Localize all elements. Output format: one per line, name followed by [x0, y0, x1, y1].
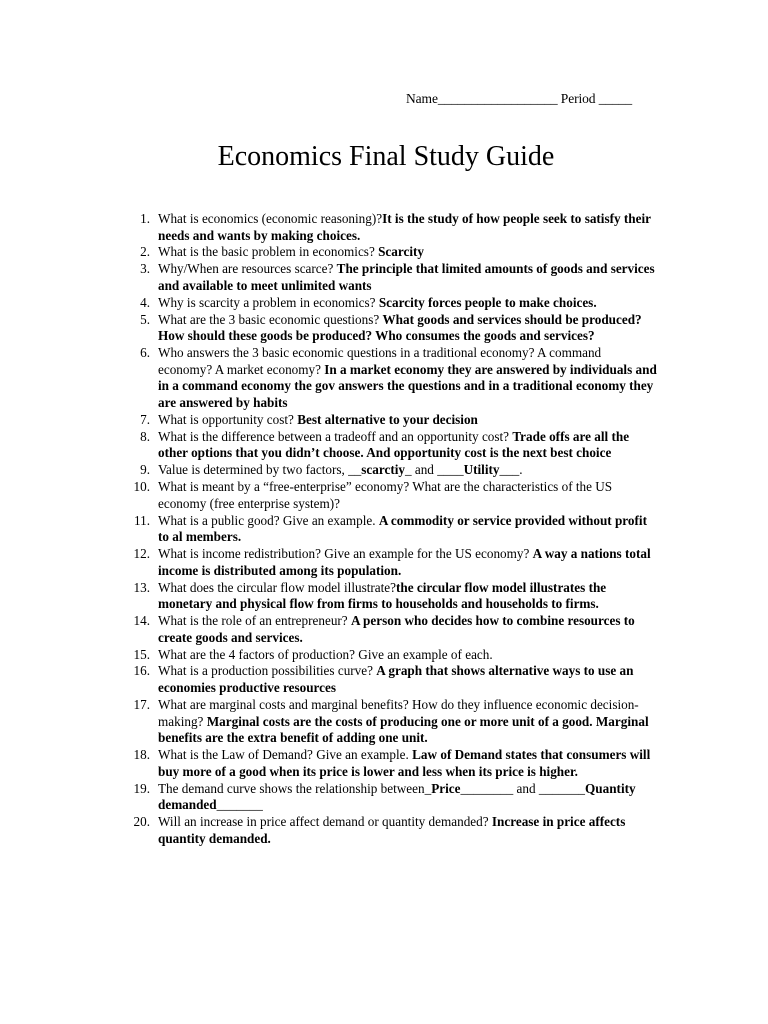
- question-item: [0, 647, 658, 664]
- answer-text: the circular flow model illustrates the monetary and physical flow from firms to households and households to firms.: [158, 579, 607, 612]
- answer-text: Scarcity forces people to make choices.: [378, 294, 597, 310]
- question-item: [0, 261, 658, 294]
- question-text: ________ and _______: [460, 780, 586, 796]
- question-item: [0, 244, 658, 261]
- question-number: 20.: [133, 814, 150, 830]
- question-item: [0, 747, 658, 780]
- answer-text: Marginal costs are the costs of producing one or more unit of a good. Marginal benefits are the extra benefit of adding one unit.: [158, 713, 649, 746]
- question-text: What is opportunity cost?: [158, 411, 298, 427]
- question-number: 18.: [133, 747, 150, 763]
- answer-text: The principle that limited amounts of goods and services and available to meet unlimited wants: [158, 261, 655, 293]
- question-number: 9.: [140, 462, 150, 478]
- question-number: 15.: [133, 646, 150, 662]
- question-text: What are the 3 basic economic questions?: [158, 311, 383, 327]
- question-text: Why is scarcity a problem in economics?: [158, 294, 379, 310]
- question-text: What are marginal costs and marginal benefits? How do they influence economic decision-making?: [158, 696, 639, 729]
- question-text: What is a production possibilities curve?: [158, 663, 377, 679]
- question-number: 19.: [133, 780, 150, 796]
- question-text: What is meant by a “free-enterprise” economy? What are the characteristics of the US economy (free enterprise system)?: [158, 479, 613, 511]
- question-number: 14.: [133, 613, 150, 629]
- question-text: Value is determined by two factors, __: [158, 462, 362, 478]
- question-text: What is the basic problem in economics?: [158, 244, 379, 260]
- question-text: What is economics (economic reasoning)?: [158, 211, 383, 226]
- answer-text: A way a nations total income is distributed among its population.: [158, 546, 651, 578]
- question-number: 4.: [140, 294, 150, 310]
- question-text: What are the 4 factors of production? Give an example of each.: [158, 646, 493, 662]
- answer-text: scarctiy: [361, 462, 405, 478]
- question-item: [0, 814, 658, 847]
- question-item: [0, 312, 658, 345]
- question-item: [0, 546, 658, 579]
- answer-text: Best alternative to your decision: [297, 411, 478, 427]
- answer-text: Trade offs are all the other options that you didn’t choose. And opportunity cost is the next best choice: [158, 428, 630, 461]
- question-text: What is a public good? Give an example.: [158, 512, 379, 528]
- question-text: The demand curve shows the relationship between_: [158, 780, 432, 796]
- question-list: [0, 211, 658, 848]
- question-item: [0, 345, 658, 411]
- answer-text: Scarcity: [378, 244, 424, 260]
- question-item: [0, 513, 658, 546]
- question-text: What is the difference between a tradeoff and an opportunity cost?: [158, 428, 513, 444]
- question-number: 3.: [140, 261, 150, 277]
- question-text: _ and ____: [404, 462, 464, 478]
- question-item: [0, 211, 658, 244]
- answer-text: A graph that shows alternative ways to use an economies productive resources: [158, 663, 634, 696]
- question-number: 11.: [134, 512, 150, 528]
- question-text: _______: [216, 797, 263, 813]
- page-title: Economics Final Study Guide: [217, 141, 555, 172]
- question-text: What is the Law of Demand? Give an example.: [158, 747, 413, 763]
- question-number: 17.: [133, 696, 150, 712]
- question-item: [0, 613, 658, 646]
- question-text: ___.: [499, 462, 523, 478]
- question-item: [0, 429, 658, 462]
- answer-text: Quantity demanded: [158, 780, 636, 813]
- question-number: 6.: [140, 345, 150, 361]
- question-text: What does the circular flow model illustrate?: [158, 579, 397, 595]
- question-item: [0, 580, 658, 613]
- question-item: [0, 663, 658, 696]
- answer-text: Increase in price affects quantity demanded.: [158, 814, 626, 846]
- name-period-line: Name__________________ Period _____: [406, 91, 632, 106]
- question-number: 8.: [140, 428, 150, 444]
- question-number: 10.: [133, 479, 150, 495]
- question-item: [0, 295, 658, 312]
- answer-text: What goods and services should be produced? How should these goods be produced? Who consumes the goods and services?: [158, 311, 642, 344]
- answer-text: A commodity or service provided without profit to al members.: [158, 512, 647, 545]
- answer-text: Utility: [463, 462, 500, 478]
- question-number: 16.: [133, 663, 150, 679]
- question-number: 5.: [140, 311, 150, 327]
- answer-text: A person who decides how to combine resources to create goods and services.: [158, 613, 635, 645]
- answer-text: It is the study of how people seek to satisfy their needs and wants by making choices.: [158, 211, 651, 243]
- question-item: [0, 697, 658, 747]
- question-item: [0, 781, 658, 814]
- question-item: [0, 412, 658, 429]
- question-item: [0, 462, 658, 479]
- question-text: Why/When are resources scarce?: [158, 261, 337, 277]
- question-number: 12.: [133, 546, 150, 562]
- question-number: 2.: [140, 244, 150, 260]
- question-number: 7.: [140, 411, 150, 427]
- question-number: 13.: [133, 579, 150, 595]
- question-text: Who answers the 3 basic economic questions in a traditional economy? A command economy? A market economy?: [158, 345, 602, 377]
- question-number: 1.: [140, 211, 150, 226]
- answer-text: In a market economy they are answered by individuals and in a command economy the gov answers the questions and in a traditional economy they are answered by habits: [158, 361, 657, 411]
- answer-text: Law of Demand states that consumers will buy more of a good when its price is lower and less when its price is higher.: [158, 747, 651, 779]
- question-text: Will an increase in price affect demand or quantity demanded?: [158, 814, 492, 830]
- question-text: What is the role of an entrepreneur?: [158, 613, 351, 629]
- answer-text: Price: [431, 780, 461, 796]
- question-text: What is income redistribution? Give an example for the US economy?: [158, 546, 533, 562]
- question-item: [0, 479, 658, 512]
